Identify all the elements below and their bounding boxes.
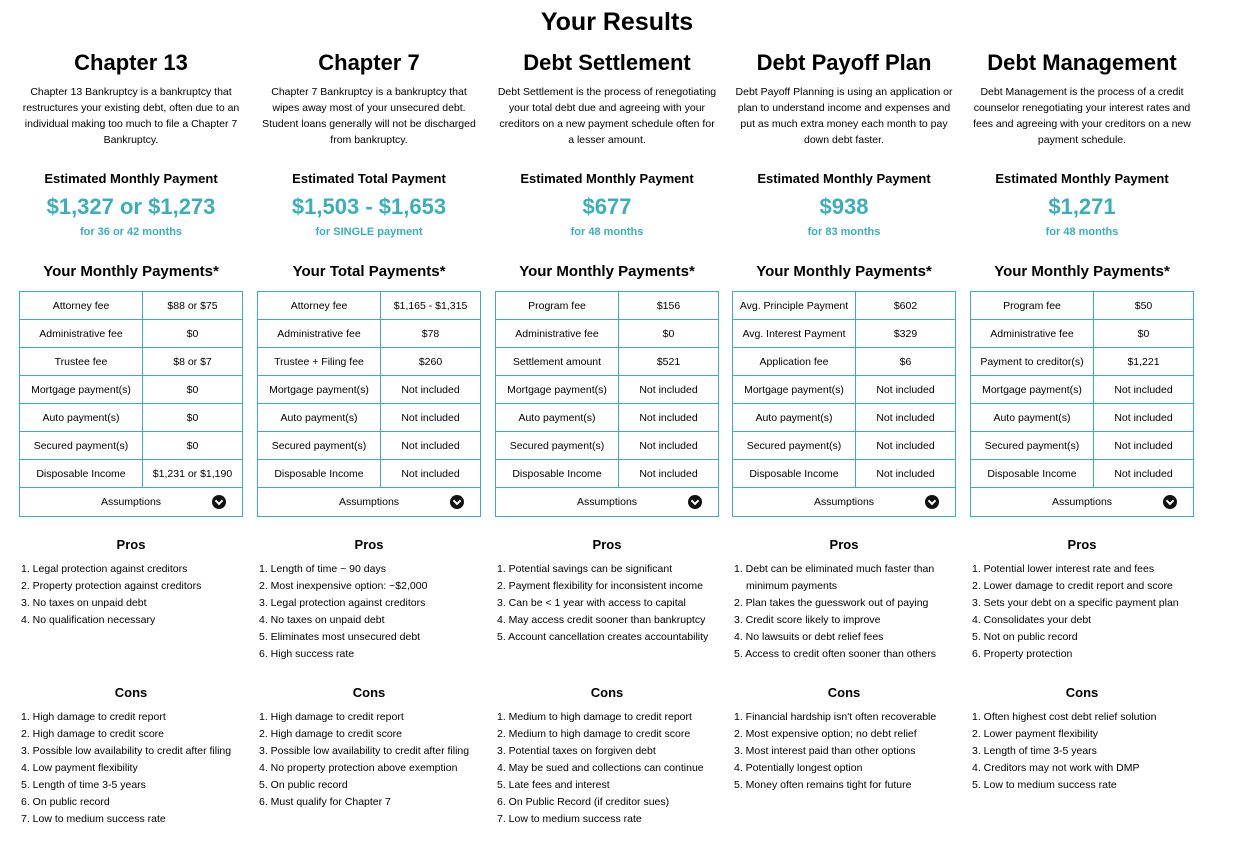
assumptions-label: Assumptions	[813, 496, 875, 508]
table-row	[971, 348, 1193, 376]
row-value: Not included	[639, 467, 698, 480]
estimated-payment-label: Estimated Total Payment	[292, 171, 446, 186]
option-description: Debt Management is the process of a credit counselor renegotiating your interest rates and fees and agreeing with your creditors on a new payment schedule.	[973, 86, 1191, 146]
row-value: $78	[421, 327, 440, 340]
assumptions-toggle[interactable]	[496, 488, 718, 516]
assumptions-label: Assumptions	[338, 496, 400, 508]
estimated-payment-label: Estimated Monthly Payment	[757, 171, 931, 186]
list-item: 4. Low payment flexibility	[21, 762, 138, 774]
list-item: 5. Low to medium success rate	[972, 779, 1117, 791]
list-item: 3. Most interest paid than other options	[734, 745, 916, 757]
payments-heading: Your Monthly Payments*	[43, 263, 219, 280]
row-value: $8 or $7	[173, 355, 212, 368]
payment-period: for 83 months	[807, 226, 881, 238]
row-label: Disposable Income	[258, 460, 381, 487]
table-row	[496, 432, 718, 460]
table-row	[258, 404, 480, 432]
pros-heading: Pros	[829, 537, 859, 552]
table-row	[496, 292, 718, 320]
table-row	[971, 292, 1193, 320]
list-item: 3. Length of time 3-5 years	[972, 745, 1097, 757]
row-label: Application fee	[733, 348, 856, 375]
pros-list	[734, 561, 936, 663]
payments-heading: Your Monthly Payments*	[994, 263, 1170, 280]
list-item: 2. Most inexpensive option: ~$2,000	[259, 580, 428, 592]
list-item: 6. On Public Record (if creditor sues)	[497, 796, 670, 808]
list-item: 2. Most expensive option; no debt relief	[734, 728, 917, 740]
table-row	[733, 404, 955, 432]
list-item: 3. Legal protection against creditors	[259, 597, 426, 609]
row-label: Payment to creditor(s)	[971, 348, 1094, 375]
list-item: 4. No taxes on unpaid debt	[259, 614, 385, 626]
row-label: Disposable Income	[20, 460, 143, 487]
list-item: 2. High damage to credit score	[21, 728, 164, 740]
row-label: Administrative fee	[971, 320, 1094, 347]
list-item: 3. No taxes on unpaid debt	[21, 597, 147, 609]
row-label: Auto payment(s)	[733, 404, 856, 431]
row-value: $0	[662, 327, 675, 340]
table-row	[258, 376, 480, 404]
table-row	[258, 460, 480, 488]
list-item: 3. Can be < 1 year with access to capital	[497, 597, 686, 609]
list-item: 4. Potentially longest option	[734, 762, 863, 774]
list-item: 1. Often highest cost debt relief solution	[972, 711, 1157, 723]
row-value: $88 or $75	[167, 299, 218, 312]
table-row	[258, 292, 480, 320]
option-description: Debt Payoff Planning is using an application or plan to understand income and expenses and put as much extra money each month to pay down debt faster.	[735, 86, 953, 146]
cons-heading: Cons	[114, 685, 148, 700]
list-item: 6. Property protection	[972, 648, 1073, 660]
row-value: Not included	[401, 467, 460, 480]
list-item: 5. Account cancellation creates accountability	[497, 631, 709, 643]
cons-list	[259, 709, 469, 811]
list-item: 7. Low to medium success rate	[21, 813, 166, 825]
option-title: Debt Management	[987, 50, 1177, 75]
row-label: Disposable Income	[733, 460, 856, 487]
pros-list	[497, 561, 708, 646]
list-item: 5. Money often remains tight for future	[734, 779, 912, 791]
row-value: Not included	[1114, 383, 1173, 396]
cons-list	[497, 709, 704, 828]
list-item: 6. Must qualify for Chapter 7	[259, 796, 391, 808]
estimated-payment-amount: $1,271	[1048, 194, 1116, 219]
list-item: 1. High damage to credit report	[259, 711, 404, 723]
row-value: $260	[418, 355, 443, 368]
row-value: $0	[186, 411, 199, 424]
row-value: $602	[893, 299, 918, 312]
list-item: 1. High damage to credit report	[21, 711, 166, 723]
list-item: minimum payments	[746, 580, 838, 592]
list-item: 5. Late fees and interest	[497, 779, 610, 791]
row-label: Administrative fee	[20, 320, 143, 347]
table-row	[20, 404, 242, 432]
list-item: 2. Plan takes the guesswork out of paying	[734, 597, 929, 609]
option-title: Debt Payoff Plan	[756, 50, 932, 75]
row-label: Attorney fee	[258, 292, 381, 319]
table-row	[258, 432, 480, 460]
payments-table	[19, 291, 243, 517]
row-value: $0	[1137, 327, 1150, 340]
row-label: Secured payment(s)	[20, 432, 143, 459]
pros-heading: Pros	[592, 537, 622, 552]
row-label: Trustee fee	[20, 348, 143, 375]
payments-table	[257, 291, 481, 517]
list-item: 2. Payment flexibility for inconsistent income	[497, 580, 704, 592]
estimated-payment-amount: $677	[582, 194, 632, 219]
row-value: $1,221	[1127, 355, 1160, 368]
list-item: 1. Potential savings can be significant	[497, 563, 673, 575]
row-label: Administrative fee	[258, 320, 381, 347]
chevron-down-icon[interactable]	[688, 495, 702, 509]
chevron-down-icon[interactable]	[1163, 495, 1177, 509]
table-row	[971, 404, 1193, 432]
cons-heading: Cons	[590, 685, 624, 700]
cons-list	[21, 709, 231, 828]
table-row	[20, 460, 242, 488]
table-row	[496, 460, 718, 488]
chevron-down-icon[interactable]	[450, 495, 464, 509]
table-row	[733, 320, 955, 348]
option-column-debt-payoff-plan	[732, 48, 956, 838]
row-label: Avg. Principle Payment	[733, 292, 856, 319]
row-value: $0	[186, 383, 199, 396]
row-value: $50	[1134, 299, 1153, 312]
assumptions-toggle[interactable]	[258, 488, 480, 516]
payment-period: for 36 or 42 months	[79, 226, 183, 238]
list-item: 4. No lawsuits or debt relief fees	[734, 631, 884, 643]
assumptions-toggle[interactable]	[971, 488, 1193, 516]
list-item: 1. Potential lower interest rate and fees	[972, 563, 1155, 575]
row-label: Secured payment(s)	[971, 432, 1094, 459]
option-column-debt-settlement	[495, 48, 719, 838]
row-value: Not included	[1114, 467, 1173, 480]
row-label: Secured payment(s)	[496, 432, 619, 459]
pros-list	[259, 561, 427, 663]
list-item: 4. May be sued and collections can continue	[497, 762, 704, 774]
row-label: Settlement amount	[496, 348, 619, 375]
row-value: Not included	[1114, 439, 1173, 452]
list-item: 3. Sets your debt on a specific payment plan	[972, 597, 1179, 609]
list-item: 2. High damage to credit score	[259, 728, 402, 740]
list-item: 5. On public record	[259, 779, 348, 791]
row-label: Disposable Income	[496, 460, 619, 487]
list-item: 3. Possible low availability to credit after filing	[259, 745, 470, 757]
estimated-payment-label: Estimated Monthly Payment	[520, 171, 694, 186]
table-row	[496, 404, 718, 432]
row-label: Mortgage payment(s)	[258, 376, 381, 403]
option-title: Chapter 7	[318, 50, 420, 75]
list-item: 1. Debt can be eliminated much faster than	[734, 563, 935, 575]
list-item: 1. Legal protection against creditors	[21, 563, 188, 575]
list-item: 2. Medium to high damage to credit score	[497, 728, 691, 740]
row-value: Not included	[639, 383, 698, 396]
row-label: Auto payment(s)	[20, 404, 143, 431]
row-label: Avg. Interest Payment	[733, 320, 856, 347]
cons-list	[734, 709, 936, 794]
list-item: 4. Creditors may not work with DMP	[972, 762, 1140, 774]
row-value: $329	[893, 327, 918, 340]
cons-list	[972, 709, 1156, 794]
option-column-debt-management	[970, 48, 1194, 838]
row-label: Auto payment(s)	[971, 404, 1094, 431]
option-title: Debt Settlement	[523, 50, 691, 75]
table-row	[496, 376, 718, 404]
assumptions-label: Assumptions	[1051, 496, 1113, 508]
table-row	[733, 432, 955, 460]
assumptions-toggle[interactable]	[733, 488, 955, 516]
pros-list	[972, 561, 1179, 663]
row-label: Auto payment(s)	[496, 404, 619, 431]
cons-heading: Cons	[827, 685, 861, 700]
row-label: Program fee	[496, 292, 619, 319]
option-description: Chapter 7 Bankruptcy is a bankruptcy that wipes away most of your unsecured debt. Student loans generally will not be discharged from bankruptcy.	[262, 86, 476, 146]
table-row	[258, 348, 480, 376]
list-item: 2. Property protection against creditors	[21, 580, 202, 592]
table-row	[496, 348, 718, 376]
row-value: Not included	[401, 411, 460, 424]
pros-heading: Pros	[116, 537, 146, 552]
assumptions-toggle[interactable]	[20, 488, 242, 516]
page-title: Your Results	[540, 8, 694, 36]
row-value: $1,165 - $1,315	[393, 299, 468, 312]
cons-heading: Cons	[352, 685, 386, 700]
payment-period: for SINGLE payment	[315, 226, 423, 238]
pros-heading: Pros	[1067, 537, 1097, 552]
list-item: 3. Potential taxes on forgiven debt	[497, 745, 656, 757]
row-value: Not included	[876, 439, 935, 452]
payments-table	[732, 291, 956, 517]
table-row	[733, 292, 955, 320]
payments-heading: Your Monthly Payments*	[756, 263, 932, 280]
option-description: Chapter 13 Bankruptcy is a bankruptcy that restructures your existing debt, often due to an individual making too much to file a Chapter 7 Bankruptcy.	[22, 86, 240, 146]
list-item: 3. Credit score likely to improve	[734, 614, 881, 626]
row-label: Administrative fee	[496, 320, 619, 347]
list-item: 5. Not on public record	[972, 631, 1078, 643]
payments-heading: Your Total Payments*	[292, 263, 446, 280]
table-row	[20, 320, 242, 348]
table-row	[971, 376, 1193, 404]
row-value: Not included	[401, 439, 460, 452]
pros-heading: Pros	[354, 537, 384, 552]
row-label: Disposable Income	[971, 460, 1094, 487]
option-description: Debt Settlement is the process of renegotiating your total debt due and agreeing with your creditors on a new payment schedule often for a lesser amount.	[497, 86, 717, 146]
table-row	[20, 348, 242, 376]
row-label: Secured payment(s)	[258, 432, 381, 459]
option-column-chapter-13	[19, 48, 243, 838]
row-label: Mortgage payment(s)	[496, 376, 619, 403]
estimated-payment-amount: $1,503 - $1,653	[291, 194, 447, 219]
table-row	[496, 320, 718, 348]
table-row	[971, 320, 1193, 348]
option-column-chapter-7	[257, 48, 481, 838]
list-item: 5. Eliminates most unsecured debt	[259, 631, 421, 643]
list-item: 3. Possible low availability to credit after filing	[21, 745, 232, 757]
chevron-down-icon[interactable]	[925, 495, 939, 509]
list-item: 4. No qualification necessary	[21, 614, 156, 626]
list-item: 2. Lower damage to credit report and score	[972, 580, 1173, 592]
row-value: Not included	[876, 411, 935, 424]
row-label: Attorney fee	[20, 292, 143, 319]
row-label: Mortgage payment(s)	[733, 376, 856, 403]
estimated-payment-amount: $938	[819, 194, 869, 219]
estimated-payment-amount: $1,327 or $1,273	[46, 194, 216, 219]
option-title: Chapter 13	[74, 50, 188, 75]
row-label: Trustee + Filing fee	[258, 348, 381, 375]
row-label: Auto payment(s)	[258, 404, 381, 431]
list-item: 4. No property protection above exemption	[259, 762, 458, 774]
row-value: $156	[656, 299, 681, 312]
assumptions-label: Assumptions	[100, 496, 162, 508]
list-item: 4. May access credit sooner than bankruptcy	[497, 614, 706, 626]
row-value: Not included	[1114, 411, 1173, 424]
row-value: Not included	[639, 411, 698, 424]
row-value: Not included	[876, 383, 935, 396]
list-item: 1. Length of time ~ 90 days	[259, 563, 386, 575]
list-item: 5. Access to credit often sooner than others	[734, 648, 936, 660]
row-label: Mortgage payment(s)	[20, 376, 143, 403]
list-item: 2. Lower payment flexibility	[972, 728, 1099, 740]
payments-table	[495, 291, 719, 517]
table-row	[971, 460, 1193, 488]
payments-heading: Your Monthly Payments*	[519, 263, 695, 280]
cons-heading: Cons	[1065, 685, 1099, 700]
table-row	[733, 348, 955, 376]
assumptions-label: Assumptions	[576, 496, 638, 508]
row-value: $6	[899, 355, 912, 368]
table-row	[258, 320, 480, 348]
row-value: $0	[186, 327, 199, 340]
row-label: Secured payment(s)	[733, 432, 856, 459]
row-value: $0	[186, 439, 199, 452]
table-row	[20, 376, 242, 404]
list-item: 4. Consolidates your debt	[972, 614, 1092, 626]
pros-list	[21, 561, 201, 629]
row-label: Mortgage payment(s)	[971, 376, 1094, 403]
row-value: Not included	[876, 467, 935, 480]
row-value: $521	[656, 355, 681, 368]
table-row	[733, 376, 955, 404]
list-item: 7. Low to medium success rate	[497, 813, 642, 825]
row-value: Not included	[639, 439, 698, 452]
row-label: Program fee	[971, 292, 1094, 319]
table-row	[20, 432, 242, 460]
row-value: Not included	[401, 383, 460, 396]
table-row	[20, 292, 242, 320]
list-item: 6. On public record	[21, 796, 110, 808]
estimated-payment-label: Estimated Monthly Payment	[44, 171, 218, 186]
list-item: 1. Medium to high damage to credit report	[497, 711, 692, 723]
table-row	[733, 460, 955, 488]
payments-table	[970, 291, 1194, 517]
list-item: 6. High success rate	[259, 648, 355, 660]
list-item: 1. Financial hardship isn't often recoverable	[734, 711, 937, 723]
estimated-payment-label: Estimated Monthly Payment	[995, 171, 1169, 186]
row-value: $1,231 or $1,190	[152, 467, 233, 480]
payment-period: for 48 months	[1045, 226, 1119, 238]
payment-period: for 48 months	[570, 226, 644, 238]
chevron-down-icon[interactable]	[212, 495, 226, 509]
list-item: 5. Length of time 3-5 years	[21, 779, 146, 791]
table-row	[971, 432, 1193, 460]
